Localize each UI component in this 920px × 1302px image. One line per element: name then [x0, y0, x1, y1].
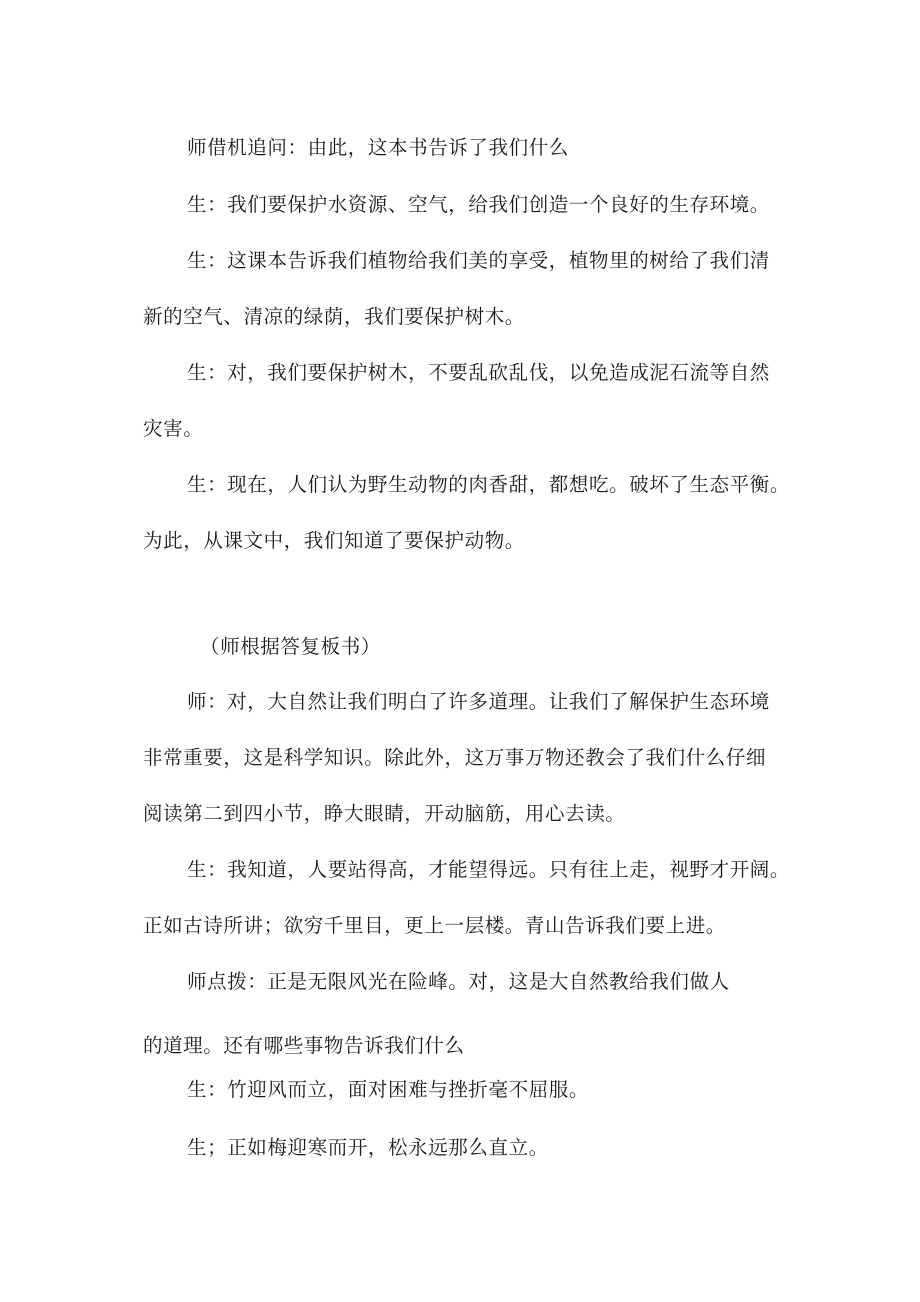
text-line: 生：这课本告诉我们植物给我们美的享受，植物里的树给了我们清	[187, 249, 770, 272]
text-line: 生；正如梅迎寒而开，松永远那么直立。	[187, 1136, 549, 1159]
text-line: 非常重要，这是科学知识。除此外，这万事万物还教会了我们什么仔细	[143, 746, 767, 769]
text-line: 的道理。还有哪些事物告诉我们什么	[143, 1034, 465, 1057]
text-line: 师点拨：正是无限风光在险峰。对，这是大自然教给我们做人	[187, 970, 730, 993]
text-line: 新的空气、清凉的绿荫，我们要保护树木。	[143, 305, 525, 328]
text-line: 生：我们要保护水资源、空气，给我们创造一个良好的生存环境。	[187, 193, 770, 216]
text-line: 灾害。	[143, 417, 204, 440]
text-line: 生：对，我们要保护树木，不要乱砍乱伐，以免造成泥石流等自然	[187, 361, 770, 384]
text-line: 阅读第二到四小节，睁大眼睛，开动脑筋，用心去读。	[143, 802, 626, 825]
board-note: （师根据答复板书）	[200, 635, 381, 658]
text-line: 生：我知道，人要站得高，才能望得远。只有往上走，视野才开阔。	[187, 858, 791, 881]
text-line: 生：现在，人们认为野生动物的肉香甜，都想吃。破坏了生态平衡。	[187, 473, 791, 496]
text-line: 师：对，大自然让我们明白了许多道理。让我们了解保护生态环境	[187, 690, 770, 713]
text-line: 师借机追问：由此，这本书告诉了我们什么	[187, 136, 569, 159]
text-line: 生：竹迎风而立，面对困难与挫折毫不屈服。	[187, 1078, 590, 1101]
text-line: 为此，从课文中，我们知道了要保护动物。	[143, 529, 525, 552]
text-line: 正如古诗所讲；欲穷千里目，更上一层楼。青山告诉我们要上进。	[143, 914, 726, 937]
